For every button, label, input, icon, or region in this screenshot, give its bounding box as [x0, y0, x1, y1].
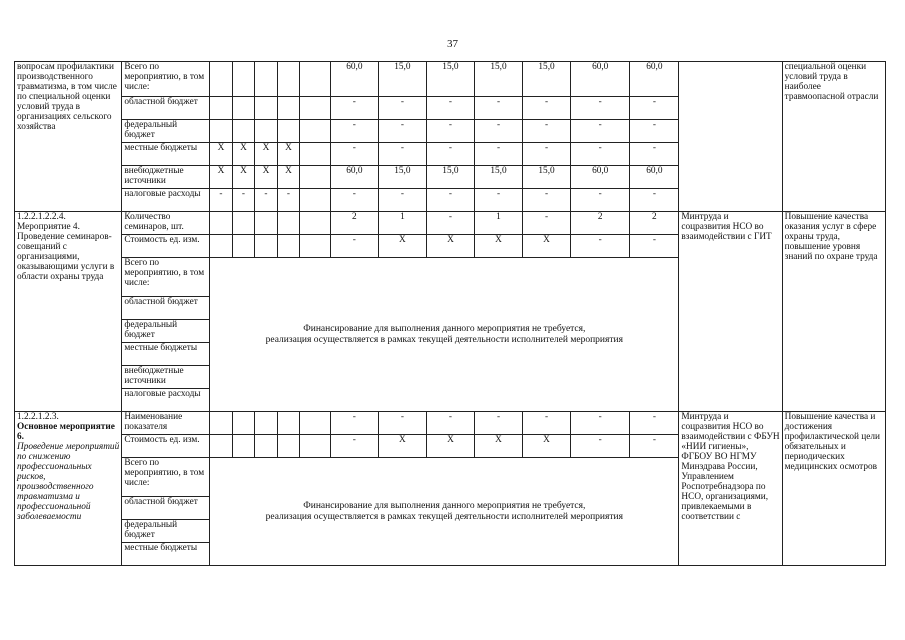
marker-cell: [277, 62, 299, 97]
marker-cell: [232, 120, 254, 143]
expected-result: Повышение качества и достижения профилактической цели обязательных и периодических медицинских осмотров: [782, 412, 885, 566]
table-row: [15, 212, 886, 235]
financing-note-line: Финансирование для выполнения данного мероприятия не требуется,: [303, 500, 586, 511]
empty-cell: [277, 212, 299, 235]
value-cell: 60,0: [630, 62, 679, 97]
value-cell: 2: [630, 212, 679, 235]
table-row: [15, 412, 886, 435]
empty-cell: [300, 189, 331, 212]
executor-cell: [679, 62, 782, 212]
value-cell: -: [630, 412, 679, 435]
expected-result: специальной оценки условий труда в наиболее травмоопасной отрасли: [782, 62, 885, 212]
funding-source-label: внебюджетные источники: [122, 366, 210, 389]
value-cell: -: [523, 97, 571, 120]
value-cell: -: [330, 97, 378, 120]
financing-note: [210, 258, 679, 412]
empty-cell: [300, 235, 331, 258]
empty-cell: [300, 435, 331, 458]
funding-source-label: Всего по мероприятию, в том числе:: [122, 458, 210, 497]
value-cell: X: [378, 235, 426, 258]
value-cell: -: [378, 120, 426, 143]
financing-note: [210, 458, 679, 566]
value-cell: -: [330, 143, 378, 166]
value-cell: -: [426, 97, 474, 120]
marker-cell: X: [277, 143, 299, 166]
value-cell: -: [571, 235, 630, 258]
value-cell: 15,0: [474, 62, 522, 97]
funding-source-label: внебюджетные источники: [122, 166, 210, 189]
financing-note-line: реализация осуществляется в рамках текущей деятельности исполнителей мероприятия: [265, 334, 623, 345]
value-cell: 15,0: [426, 166, 474, 189]
expected-result: Повышение качества оказания услуг в сфере охраны труда, повышение уровня знаний по охране труда: [782, 212, 885, 412]
value-cell: -: [630, 143, 679, 166]
value-cell: 15,0: [426, 62, 474, 97]
value-cell: -: [426, 212, 474, 235]
funding-source-label: областной бюджет: [122, 97, 210, 120]
table-row: [15, 62, 886, 97]
empty-cell: [300, 143, 331, 166]
value-cell: -: [571, 97, 630, 120]
value-cell: -: [523, 143, 571, 166]
marker-cell: [232, 97, 254, 120]
empty-cell: [232, 212, 254, 235]
financing-note-line: реализация осуществляется в рамках текущей деятельности исполнителей мероприятия: [265, 511, 623, 522]
value-cell: 60,0: [571, 166, 630, 189]
empty-cell: [232, 435, 254, 458]
empty-cell: [300, 412, 331, 435]
value-cell: 15,0: [378, 166, 426, 189]
funding-source-label: Всего по мероприятию, в том числе:: [122, 258, 210, 297]
value-cell: X: [474, 235, 522, 258]
value-cell: -: [378, 97, 426, 120]
value-cell: -: [571, 189, 630, 212]
value-cell: -: [571, 120, 630, 143]
value-cell: 60,0: [330, 166, 378, 189]
marker-cell: [255, 97, 277, 120]
marker-cell: X: [210, 166, 232, 189]
value-cell: -: [330, 412, 378, 435]
empty-cell: [277, 412, 299, 435]
empty-cell: [300, 166, 331, 189]
value-cell: -: [474, 143, 522, 166]
funding-source-label: федеральный бюджет: [122, 520, 210, 543]
value-cell: X: [426, 235, 474, 258]
marker-cell: [277, 97, 299, 120]
empty-cell: [255, 212, 277, 235]
value-cell: -: [523, 212, 571, 235]
value-cell: -: [523, 189, 571, 212]
financing-note-line: Финансирование для выполнения данного мероприятия не требуется,: [303, 323, 586, 334]
value-cell: -: [571, 435, 630, 458]
empty-cell: [210, 435, 232, 458]
marker-cell: [210, 62, 232, 97]
value-cell: -: [330, 120, 378, 143]
value-cell: 15,0: [523, 62, 571, 97]
value-cell: -: [474, 97, 522, 120]
empty-cell: [277, 435, 299, 458]
measure-text: Проведение мероприятий по снижению профессиональных рисков, производственного травматизма и профессиональной заболеваемости: [17, 442, 120, 522]
value-cell: -: [426, 120, 474, 143]
value-cell: -: [378, 143, 426, 166]
value-cell: X: [523, 435, 571, 458]
indicator-label: Количество семинаров, шт.: [122, 212, 210, 235]
marker-cell: [232, 62, 254, 97]
marker-cell: [277, 120, 299, 143]
funding-source-label: местные бюджеты: [122, 143, 210, 166]
executor-cell: Минтруда и соцразвития НСО во взаимодействии с ГИТ: [679, 212, 782, 412]
value-cell: -: [330, 235, 378, 258]
value-cell: -: [378, 412, 426, 435]
value-cell: -: [523, 120, 571, 143]
value-cell: -: [571, 412, 630, 435]
marker-cell: X: [277, 166, 299, 189]
program-table: [14, 61, 886, 566]
marker-cell: [210, 97, 232, 120]
value-cell: X: [523, 235, 571, 258]
value-cell: -: [630, 189, 679, 212]
empty-cell: [300, 212, 331, 235]
marker-cell: [255, 120, 277, 143]
marker-cell: -: [255, 189, 277, 212]
funding-source-label: налоговые расходы: [122, 189, 210, 212]
value-cell: 60,0: [571, 62, 630, 97]
marker-cell: -: [232, 189, 254, 212]
indicator-label: Стоимость ед. изм.: [122, 235, 210, 258]
value-cell: -: [474, 412, 522, 435]
measure-description: 1.2.2.1.2.2.4. Мероприятие 4. Проведение семинаров-совещаний с организациями, оказывающими услуги в области охраны труда: [15, 212, 122, 412]
marker-cell: [255, 62, 277, 97]
table-body: [15, 62, 886, 566]
measure-description: вопросам профилактики производственного травматизма, в том числе по специальной оценки условий труда в организациях сельского хозяйства: [15, 62, 122, 212]
empty-cell: [232, 412, 254, 435]
indicator-label: Наименование показателя: [122, 412, 210, 435]
value-cell: X: [426, 435, 474, 458]
marker-cell: -: [277, 189, 299, 212]
value-cell: -: [630, 235, 679, 258]
page-number: 37: [447, 38, 458, 50]
empty-cell: [300, 97, 331, 120]
value-cell: -: [474, 189, 522, 212]
value-cell: 15,0: [378, 62, 426, 97]
empty-cell: [210, 412, 232, 435]
measure-code: 1.2.2.1.2.3.: [17, 412, 59, 422]
empty-cell: [255, 412, 277, 435]
value-cell: 15,0: [523, 166, 571, 189]
value-cell: -: [630, 97, 679, 120]
value-cell: X: [378, 435, 426, 458]
marker-cell: -: [210, 189, 232, 212]
marker-cell: X: [255, 166, 277, 189]
marker-cell: X: [210, 143, 232, 166]
funding-source-label: налоговые расходы: [122, 389, 210, 412]
marker-cell: [210, 120, 232, 143]
empty-cell: [232, 235, 254, 258]
value-cell: 2: [571, 212, 630, 235]
value-cell: -: [630, 120, 679, 143]
main-measure-description: [15, 412, 122, 566]
value-cell: -: [426, 189, 474, 212]
empty-cell: [255, 235, 277, 258]
measure-title: Основное мероприятие 6.: [17, 422, 115, 442]
funding-source-label: областной бюджет: [122, 297, 210, 320]
value-cell: -: [630, 435, 679, 458]
funding-source-label: федеральный бюджет: [122, 320, 210, 343]
marker-cell: X: [232, 166, 254, 189]
value-cell: 1: [378, 212, 426, 235]
funding-source-label: местные бюджеты: [122, 543, 210, 566]
value-cell: -: [378, 189, 426, 212]
executor-cell: Минтруда и соцразвития НСО во взаимодействии с ФБУН «НИИ гигиены», ФГБОУ ВО НГМУ Минздрава России, Управлением Роспотребнадзора по НСО, организациями, привлекаемыми в соответствии с: [679, 412, 782, 566]
value-cell: 60,0: [330, 62, 378, 97]
value-cell: 2: [330, 212, 378, 235]
value-cell: -: [571, 143, 630, 166]
value-cell: -: [523, 412, 571, 435]
indicator-label: Стоимость ед. изм.: [122, 435, 210, 458]
value-cell: 1: [474, 212, 522, 235]
empty-cell: [300, 120, 331, 143]
value-cell: -: [330, 189, 378, 212]
value-cell: 60,0: [630, 166, 679, 189]
funding-source-label: областной бюджет: [122, 497, 210, 520]
value-cell: -: [330, 435, 378, 458]
empty-cell: [300, 62, 331, 97]
value-cell: X: [474, 435, 522, 458]
empty-cell: [255, 435, 277, 458]
value-cell: -: [474, 120, 522, 143]
funding-source-label: федеральный бюджет: [122, 120, 210, 143]
funding-source-label: Всего по мероприятию, в том числе:: [122, 62, 210, 97]
empty-cell: [277, 235, 299, 258]
marker-cell: X: [255, 143, 277, 166]
value-cell: -: [426, 143, 474, 166]
empty-cell: [210, 212, 232, 235]
value-cell: 15,0: [474, 166, 522, 189]
funding-source-label: местные бюджеты: [122, 343, 210, 366]
marker-cell: X: [232, 143, 254, 166]
value-cell: -: [426, 412, 474, 435]
empty-cell: [210, 235, 232, 258]
